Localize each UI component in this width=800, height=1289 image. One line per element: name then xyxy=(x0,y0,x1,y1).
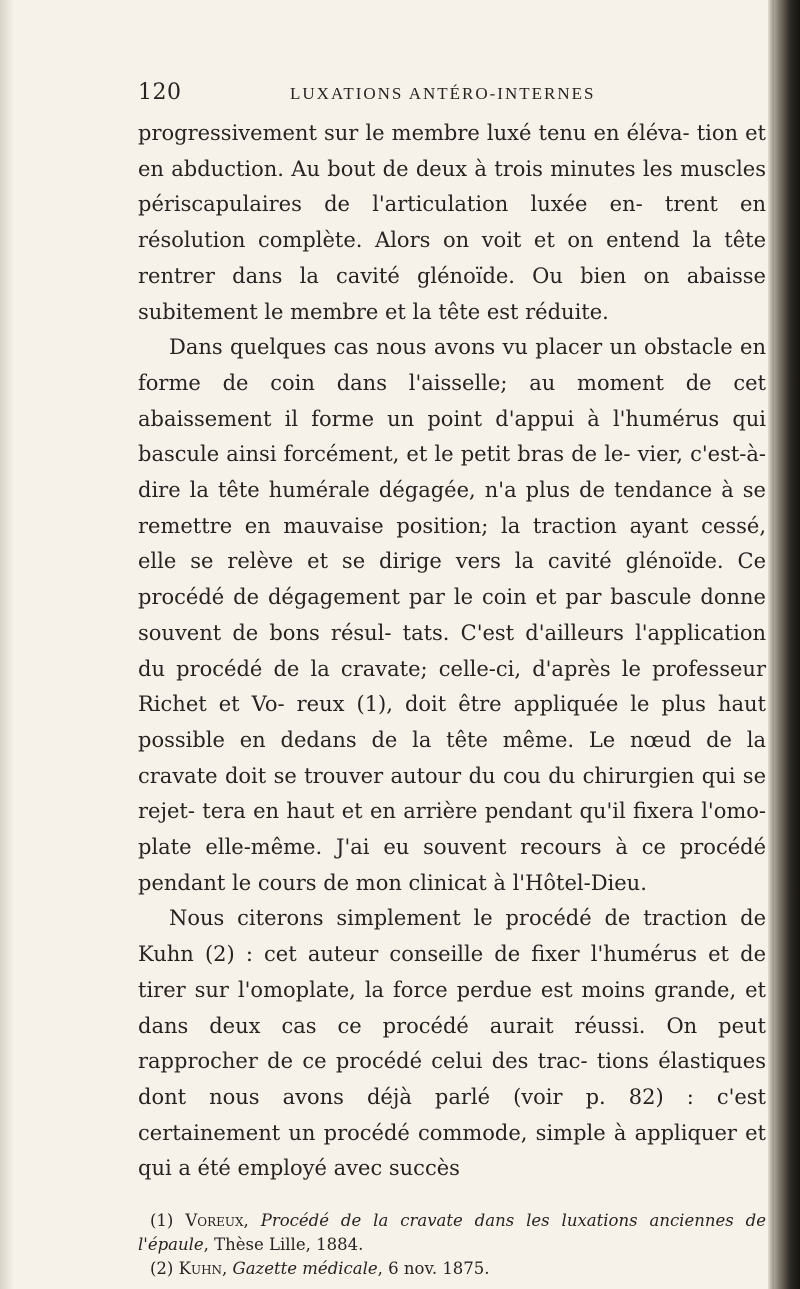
footnotes xyxy=(138,1209,766,1281)
footnote-title: Procédé de la cravate dans les luxations anciennes de l'épaule xyxy=(138,1211,766,1255)
footnote-author: Voreux xyxy=(185,1211,244,1231)
book-page xyxy=(138,76,766,1281)
paragraph-coin-procedure: Dans quelques cas nous avons vu placer un obstacle en forme de coin dans l'aisselle; au moment de cet abaissement il forme un point d'appui à l'humérus qui bascule ainsi forcément, et le petit bras de le- vier, c'est-à-dire la tête humérale dégagée, n'a plus de tendance à se remettre en mauvaise position; la traction ayant cessé, elle se relève et se dirige vers la cavité glénoïde. Ce procédé de dégagement par le coin et par bascule donne souvent de bons résul- tats. C'est d'ailleurs l'application du procédé de la cravate; celle-ci, d'après le professeur Richet et Vo- reux (1), doit être appliquée le plus haut possible en dedans de la tête même. Le nœud de la cravate doit se trouver autour du cou du chirurgien qui se rejet- tera en haut et en arrière pendant qu'il fixera l'omo- plate elle-même. J'ai eu souvent recours à ce procédé pendant le cours de mon clinicat à l'Hôtel-Dieu. xyxy=(138,335,766,895)
footnote-1: (1) Voreux, Procédé de la cravate dans les luxations anciennes de l'épaule, Thèse Lille, 1884. xyxy=(138,1211,766,1255)
footnote-author: Kuhn xyxy=(178,1259,223,1279)
footnote-title: Gazette médicale xyxy=(232,1259,378,1279)
footnote-marker: (2) xyxy=(150,1259,174,1279)
page-header xyxy=(138,76,766,116)
body-text xyxy=(138,116,766,1187)
paragraph-kuhn-procedure: Nous citerons simplement le procédé de traction de Kuhn (2) : cet auteur conseille de fixer l'humérus et de tirer sur l'omoplate, la force perdue est moins grande, et dans deux cas ce procédé aurait réussi. On peut rapprocher de ce procédé celui des trac- tions élastiques dont nous avons déjà parlé (voir p. 82) : c'est certainement un procédé commode, simple à appliquer et qui a été employé avec succès xyxy=(138,906,766,1181)
footnote-details: Thèse Lille, 1884. xyxy=(214,1235,364,1255)
footnote-marker: (1) xyxy=(150,1211,174,1231)
footnote-2: (2) Kuhn, Gazette médicale, 6 nov. 1875. xyxy=(150,1259,490,1279)
page-number: 120 xyxy=(138,80,182,105)
running-title: LUXATIONS ANTÉRO-INTERNES xyxy=(290,84,596,103)
paragraph-continuation: progressivement sur le membre luxé tenu en éléva- tion et en abduction. Au bout de deux à trois minutes les muscles périscapulaires de l'articulation luxée en- trent en résolution complète. Alors on voit et on entend la tête rentrer dans la cavité glénoïde. Ou bien on abaisse subitement le membre et la tête est réduite. xyxy=(138,121,766,324)
page-left-edge xyxy=(0,0,14,1289)
book-binding-shadow xyxy=(768,0,800,1289)
footnote-details: 6 nov. 1875. xyxy=(388,1259,490,1279)
